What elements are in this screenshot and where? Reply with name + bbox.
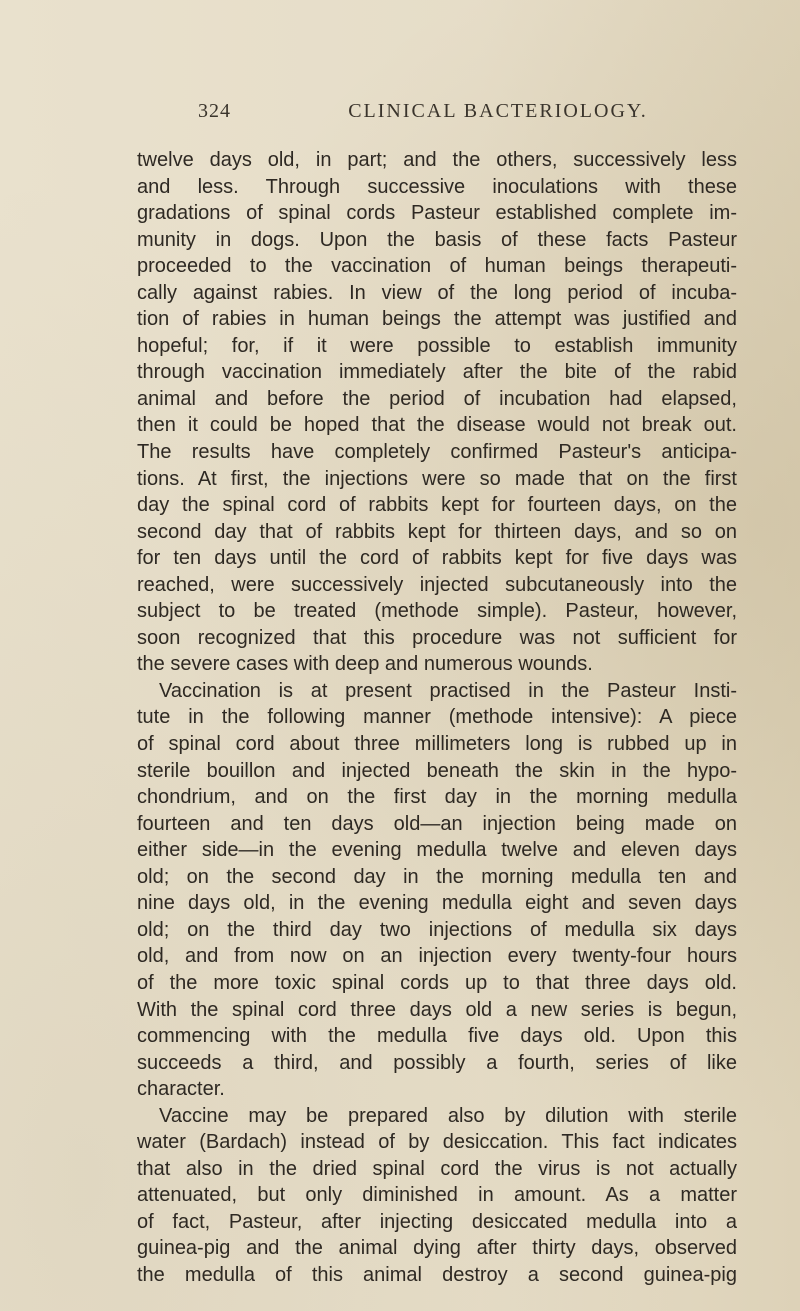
text-line: the severe cases with deep and numerous wounds. xyxy=(137,653,593,676)
text-line: cally against rabies. In view of the long period of incuba- xyxy=(137,281,737,304)
running-head xyxy=(198,100,798,130)
text-line: tute in the following manner (methode intensive): A piece xyxy=(137,706,737,729)
text-line: twelve days old, in part; and the others, successively less xyxy=(137,149,737,171)
text-line: succeeds a third, and possibly a fourth, series of like xyxy=(137,1051,737,1074)
text-line: guinea-pig and the animal dying after thirty days, observed xyxy=(137,1237,737,1260)
text-line: commencing with the medulla five days old. Upon this xyxy=(137,1025,737,1048)
text-line: water (Bardach) instead of by desiccation. This fact indicates xyxy=(137,1131,737,1154)
text-line: tion of rabies in human beings the attempt was justified and xyxy=(137,308,737,331)
text-line: old; on the second day in the morning medulla ten and xyxy=(137,865,737,888)
text-line: character. xyxy=(137,1078,225,1101)
text-line: through vaccination immediately after the bite of the rabid xyxy=(137,361,737,384)
text-line: soon recognized that this procedure was not sufficient for xyxy=(137,626,737,649)
text-line: attenuated, but only diminished in amount. As a matter xyxy=(137,1184,737,1207)
text-line: that also in the dried spinal cord the virus is not actually xyxy=(137,1157,737,1180)
text-line: tions. At first, the injections were so made that on the first xyxy=(137,467,737,490)
text-line: subject to be treated (methode simple). Pasteur, however, xyxy=(137,600,737,623)
text-line: hopeful; for, if it were possible to establish immunity xyxy=(137,334,737,357)
text-line: With the spinal cord three days old a new series is begun, xyxy=(137,998,737,1021)
text-line: of fact, Pasteur, after injecting desiccated medulla into a xyxy=(137,1210,737,1233)
text-line: sterile bouillon and injected beneath the skin in the hypo- xyxy=(137,759,737,782)
text-line: the medulla of this animal destroy a second guinea-pig xyxy=(137,1263,737,1286)
text-line: fourteen and ten days old—an injection being made on xyxy=(137,812,737,835)
text-line: animal and before the period of incubation had elapsed, xyxy=(137,387,737,410)
text-line: munity in dogs. Upon the basis of these facts Pasteur xyxy=(137,228,737,251)
text-line: of the more toxic spinal cords up to that three days old. xyxy=(137,971,737,994)
text-line: second day that of rabbits kept for thirteen days, and so on xyxy=(137,520,737,543)
page-number: 324 xyxy=(198,100,231,122)
text-line: reached, were successively injected subcutaneously into the xyxy=(137,573,737,596)
text-line: old, and from now on an injection every twenty-four hours xyxy=(137,945,737,968)
body-text xyxy=(137,147,737,1289)
text-line: old; on the third day two injections of medulla six days xyxy=(137,918,737,941)
text-line: The results have completely confirmed Pasteur's anticipa- xyxy=(137,441,737,464)
text-line: of spinal cord about three millimeters long is rubbed up in xyxy=(137,733,737,756)
running-title: CLINICAL BACTERIOLOGY. xyxy=(348,100,648,122)
text-line: nine days old, in the evening medulla eight and seven days xyxy=(137,892,737,915)
text-line: Vaccine may be prepared also by dilution with sterile xyxy=(159,1104,737,1127)
text-line: and less. Through successive inoculations with these xyxy=(137,175,737,198)
text-line: then it could be hoped that the disease would not break out. xyxy=(137,414,737,437)
text-line: chondrium, and on the first day in the morning medulla xyxy=(137,786,737,809)
text-line: gradations of spinal cords Pasteur established complete im- xyxy=(137,202,737,225)
text-line: day the spinal cord of rabbits kept for fourteen days, on the xyxy=(137,494,737,517)
text-line: for ten days until the cord of rabbits kept for five days was xyxy=(137,547,737,570)
text-line: Vaccination is at present practised in the Pasteur Insti- xyxy=(159,679,737,702)
text-line: proceeded to the vaccination of human beings therapeuti- xyxy=(137,255,737,278)
text-line: either side—in the evening medulla twelve and eleven days xyxy=(137,839,737,862)
